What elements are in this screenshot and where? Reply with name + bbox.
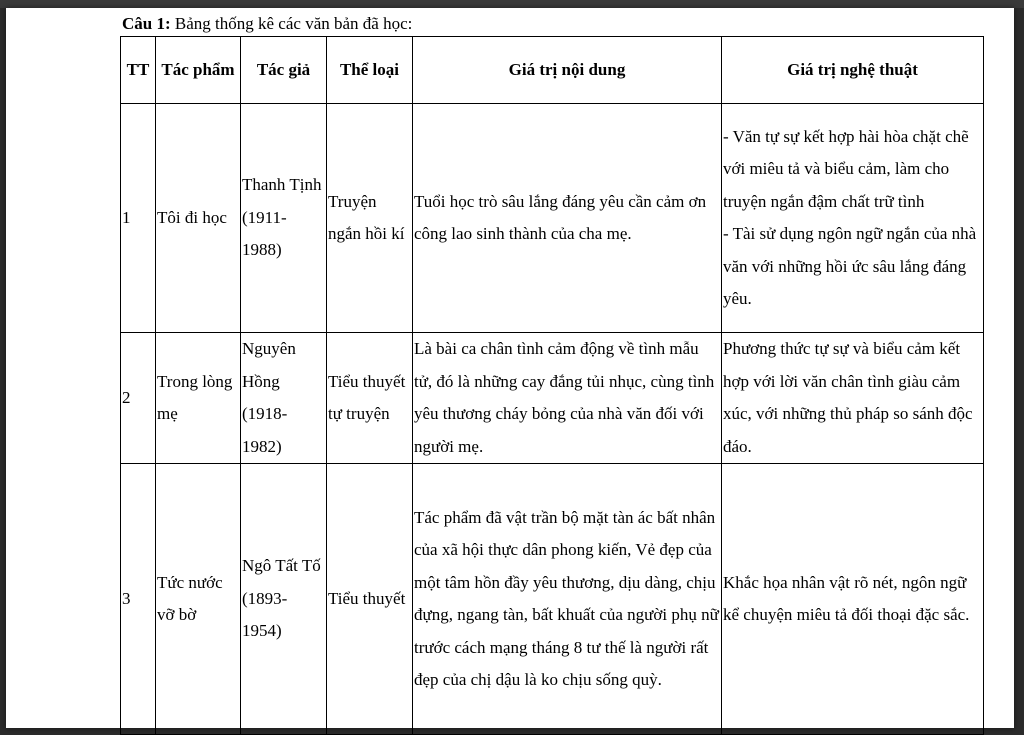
header-nghe-thuat: Giá trị nghệ thuật <box>722 37 984 104</box>
cell-tac-gia: Nguyên Hồng (1918-1982) <box>241 333 327 464</box>
header-noi-dung: Giá trị nội dung <box>413 37 722 104</box>
cell-tac-pham: Tức nước vỡ bờ <box>156 464 241 735</box>
viewer-top-bar <box>0 0 1024 8</box>
document-page <box>6 8 1014 728</box>
cell-tac-pham: Tôi đi học <box>156 104 241 333</box>
cell-nghe-thuat: Khắc họa nhân vật rõ nét, ngôn ngữ kể chuyện miêu tả đối thoại đặc sắc. <box>722 464 984 735</box>
cell-the-loai: Truyện ngắn hồi kí <box>327 104 413 333</box>
nghe-thuat-point-2: - Tài sử dụng ngôn ngữ ngắn của nhà văn với những hồi ức sâu lắng đáng yêu. <box>723 224 977 308</box>
table-row <box>121 104 984 333</box>
header-tt: TT <box>121 37 156 104</box>
table-caption <box>122 14 412 34</box>
header-the-loai: Thể loại <box>327 37 413 104</box>
cell-nghe-thuat: Phương thức tự sự và biểu cảm kết hợp với lời văn chân tình giàu cảm xúc, với những thủ pháp so sánh độc đáo. <box>722 333 984 464</box>
table-row <box>121 464 984 735</box>
works-summary-table <box>120 36 984 735</box>
cell-tac-gia: Ngô Tất Tố (1893-1954) <box>241 464 327 735</box>
cell-tac-gia: Thanh Tịnh (1911-1988) <box>241 104 327 333</box>
cell-tac-pham: Trong lòng mẹ <box>156 333 241 464</box>
cell-tt: 3 <box>121 464 156 735</box>
header-tac-gia: Tác giả <box>241 37 327 104</box>
cell-noi-dung: Là bài ca chân tình cảm động về tình mẫu tử, đó là những cay đắng tủi nhục, cùng tình yêu thương cháy bỏng của nhà văn đối với người mẹ. <box>413 333 722 464</box>
caption-text: Bảng thống kê các văn bản đã học: <box>170 14 413 33</box>
cell-tt: 1 <box>121 104 156 333</box>
caption-label: Câu 1: <box>122 14 171 33</box>
cell-tt: 2 <box>121 333 156 464</box>
cell-the-loai: Tiểu thuyết <box>327 464 413 735</box>
cell-noi-dung: Tác phẩm đã vật trần bộ mặt tàn ác bất nhân của xã hội thực dân phong kiến, Vẻ đẹp của một tâm hồn đầy yêu thương, dịu dàng, chịu đựng, ngang tàn, bất khuất của người phụ nữ trước cách mạng tháng 8 tư thế là người rất đẹp của chị dậu là ko chịu sống quỳ. <box>413 464 722 735</box>
header-tac-pham: Tác phẩm <box>156 37 241 104</box>
table-header-row <box>121 37 984 104</box>
cell-noi-dung: Tuổi học trò sâu lắng đáng yêu cần cảm ơn công lao sinh thành của cha mẹ. <box>413 104 722 333</box>
cell-nghe-thuat <box>722 104 984 333</box>
cell-the-loai: Tiểu thuyết tự truyện <box>327 333 413 464</box>
table-row <box>121 333 984 464</box>
nghe-thuat-point-1: - Văn tự sự kết hợp hài hòa chặt chẽ với miêu tả và biểu cảm, làm cho truyện ngắn đậm chất trữ tình <box>723 126 969 211</box>
